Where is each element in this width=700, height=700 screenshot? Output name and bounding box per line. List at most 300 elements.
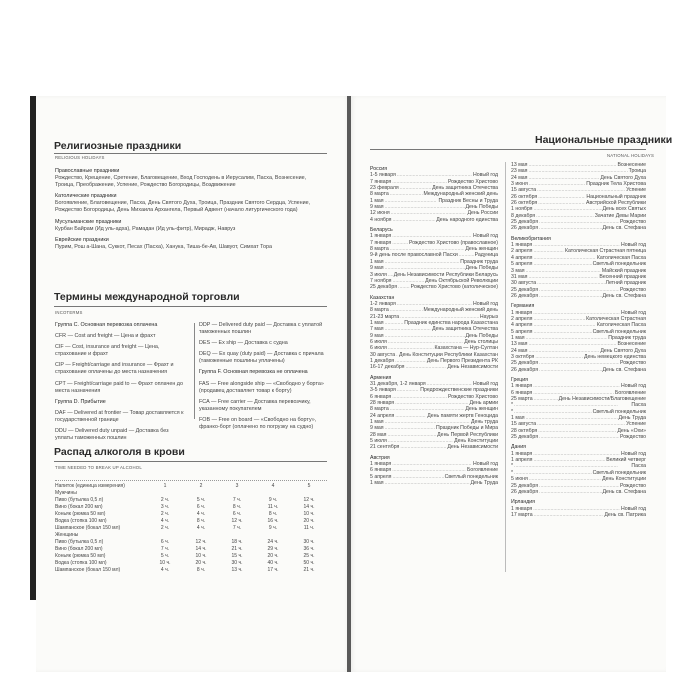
holiday-name: День Независимости [447, 364, 498, 371]
hours-cell: 15 ч. [231, 552, 243, 559]
holiday-name: День всех Святых [602, 206, 646, 213]
holiday-date: 3-5 января [370, 387, 396, 394]
hours-cell: 12 ч. [195, 538, 207, 545]
holiday-date: 26 декабря [511, 488, 538, 495]
holiday-name: Праздник единства народа Казахстана [404, 319, 498, 326]
holiday-row [370, 364, 498, 370]
holiday-name: День России [467, 210, 498, 217]
holiday-name: Светлый понедельник [592, 328, 646, 335]
holiday-name: День памяти жертв Геноцида [427, 412, 498, 419]
holiday-date: 8 декабря [511, 212, 536, 219]
table-header [55, 482, 327, 489]
group-row [55, 531, 327, 538]
holiday-name: День св. Патрика [604, 511, 646, 518]
holiday-date: 1 января [511, 242, 533, 249]
table-row [55, 538, 327, 545]
holiday-row [511, 434, 646, 440]
drink-name: Пиво (бутылка 0,5 л) [55, 538, 104, 545]
leader-dots [539, 225, 602, 231]
holiday-name: Новый год [472, 233, 498, 240]
holiday-name: День «Охи» [617, 427, 646, 434]
religious-list [55, 168, 325, 255]
holiday-name: Праздник труда [608, 334, 646, 341]
holiday-date: 9 мая [370, 265, 384, 272]
holiday-date: 26 декабря [511, 225, 538, 232]
hours-cell: 9 ч. [268, 524, 278, 531]
holiday-name: Вознесение [617, 341, 646, 348]
left-page [36, 96, 350, 672]
holiday-date: 1 мая [370, 480, 384, 487]
holiday-date: 1 апреля [511, 457, 533, 464]
holiday-name: Рождество [620, 482, 646, 489]
hours-cell: 14 ч. [195, 545, 207, 552]
holiday-name: День немецкого единства [583, 353, 646, 360]
holiday-name: День Труда [470, 480, 498, 487]
holiday-date: 24 мая [511, 174, 528, 181]
holiday-date: 23 мая [511, 168, 528, 175]
country-name: Ирландия [511, 499, 535, 506]
holiday-date: 6 июля [370, 345, 387, 352]
holiday-name: День св. Стефана [602, 366, 646, 373]
holiday-date: 12 июня [370, 210, 390, 217]
holiday-name: Рождество Христово [447, 393, 498, 400]
hours-cell: 11 ч. [303, 524, 315, 531]
holiday-name: Рождество Христово (католическое) [410, 284, 498, 291]
holiday-date: 16-17 декабря [370, 364, 405, 371]
holiday-date: 1 мая [370, 197, 384, 204]
column-divider [194, 323, 195, 419]
holiday-name: Праздник Тела Христова [586, 181, 646, 188]
trade-term: DAF — Delivered at frontier — Товар доставляется к государственной границе [55, 409, 184, 423]
holiday-name: Католическая Пасха [596, 322, 646, 329]
holiday-name: Наурыз [479, 313, 498, 320]
trade-subtitle: INCOTERMS [55, 310, 83, 315]
holiday-date: 1 января [511, 505, 533, 512]
drink-name: Пиво (бутылка 0,5 л) [55, 496, 104, 503]
holiday-date: 5 апреля [370, 473, 392, 480]
hours-cell: 20 ч. [195, 559, 207, 566]
holiday-name: День Независимости Республики Беларусь [393, 271, 498, 278]
holiday-date: * [511, 463, 514, 470]
holiday-name: Международный женский день [423, 307, 498, 314]
religion-paragraph [55, 193, 325, 214]
leader-dots [406, 364, 447, 370]
holiday-date: 5 апреля [511, 328, 533, 335]
holiday-date: 25 декабря [511, 286, 538, 293]
hours-cell: 24 ч. [267, 538, 279, 545]
trade-terms-col-2 [199, 322, 327, 435]
hours-cell: 2 ч. [160, 496, 170, 503]
drink-name: Шампанское (бокал 150 мл) [55, 524, 121, 531]
country-name: Беларусь [370, 227, 393, 234]
hours-cell: 7 ч. [160, 545, 170, 552]
holiday-name: Предрождественские праздники [420, 387, 498, 394]
holiday-date: 7 ноября [370, 277, 392, 284]
leader-dots [398, 284, 410, 290]
table-row [55, 517, 327, 524]
holiday-name: Новый год [620, 505, 646, 512]
holiday-name: День Конституции [454, 438, 498, 445]
holiday-date: 26 декабря [511, 366, 538, 373]
hours-cell: 30 ч. [303, 538, 315, 545]
holiday-date: 26 октября [511, 200, 538, 207]
group-label: Мужчины [55, 489, 77, 496]
hours-cell: 2 ч. [160, 524, 170, 531]
alcohol-subtitle: TIME NEEDED TO BREAK UP ALCOHOL [55, 465, 142, 470]
national-title: Национальные праздники [535, 134, 673, 146]
holiday-row [370, 480, 498, 486]
holiday-date: 30 августа [511, 280, 537, 287]
divider [55, 480, 327, 481]
hours-cell: 18 ч. [231, 538, 243, 545]
holiday-date: 6 января [511, 389, 533, 396]
holiday-name: День Победы [465, 204, 498, 211]
holiday-date: 1 мая [370, 319, 384, 326]
holiday-name: День Конституции [602, 476, 646, 483]
religion-holidays: Курбан Байрам (Ид уль-адха), Рамадан (Ид уль-фитр), Мирадж, Навруз [55, 225, 236, 232]
country-name: Греция [511, 377, 528, 383]
religion-heading: Еврейские праздники [55, 236, 109, 243]
hours-cell: 8 ч. [268, 510, 278, 517]
holiday-name: Католическая Страстная пятница [565, 248, 646, 255]
holiday-date: 15 августа [511, 421, 537, 428]
holiday-name: Рождество [620, 360, 646, 367]
trade-term: CIF — Cost, insurance and freight — Цена, страхование и фрахт [55, 344, 160, 358]
hours-cell: 1 [163, 482, 167, 489]
hours-cell: 12 ч. [303, 496, 315, 503]
holiday-name: Богоявление [615, 389, 646, 396]
religion-heading: Мусульманские праздники [55, 218, 122, 225]
holiday-name: День св. Стефана [602, 292, 646, 299]
holiday-date: 2 апреля [511, 315, 533, 322]
holiday-name: Троица [628, 168, 646, 175]
holiday-name: Светлый понедельник [444, 473, 498, 480]
holiday-name: День Победы [465, 332, 498, 339]
holiday-date: 2 апреля [511, 248, 533, 255]
trade-term: Группа C. Основная перевозка оплачена [55, 322, 158, 328]
holiday-row [511, 367, 646, 373]
leader-dots [393, 217, 436, 223]
hours-cell: 40 ч. [267, 559, 279, 566]
right-page [350, 96, 673, 672]
holiday-date: 3 мая [511, 267, 525, 274]
holiday-name: День Первого Президента РК [426, 357, 498, 364]
holiday-name: День Конституции Республики Казахстан [398, 351, 498, 358]
trade-term: CIP — Freight/carriage and insurance — Фрахт и страхование оплачены до места назначения [55, 362, 174, 376]
holiday-name: Богоявление [467, 467, 498, 474]
holiday-name: День Победы [465, 265, 498, 272]
hours-cell: 14 ч. [303, 503, 315, 510]
hours-cell: 7 ч. [232, 496, 242, 503]
leader-dots [539, 367, 602, 373]
holiday-name: Новый год [472, 172, 498, 179]
alcohol-title: Распад алкоголя в крови [54, 446, 185, 458]
drink-name: Водка (стопка 100 мл) [55, 559, 107, 566]
holiday-name: День Независимости/Благовещение [558, 396, 646, 403]
religious-subtitle: RELIGIOUS HOLIDAYS [55, 155, 105, 160]
holiday-name: Новый год [620, 450, 646, 457]
hours-cell: 13 ч. [231, 566, 243, 573]
hours-cell: 20 ч. [303, 517, 315, 524]
holiday-date: 26 декабря [511, 292, 538, 299]
holiday-date: 25 декабря [511, 434, 538, 441]
holiday-date: 1 января [511, 309, 533, 316]
drink-name: Водка (стопка 100 мл) [55, 517, 107, 524]
holiday-name: Католическая Страстная [586, 315, 646, 322]
religious-title: Религиозные праздники [54, 140, 182, 152]
hours-cell: 29 ч. [267, 545, 279, 552]
book-spine [347, 96, 351, 672]
religion-holidays: Пурим, Рош а-Шана, Суккот, Песах (Пасха), Ханука, Тиша-бе-Ав, Шавуот, Симхат Тора [55, 243, 272, 250]
holiday-date: 26 октября [511, 193, 538, 200]
hours-cell: 10 ч. [303, 510, 315, 517]
holiday-name: Австрийской Республики [586, 200, 646, 207]
holiday-date: 23 февраля [370, 185, 399, 192]
hours-cell: 6 ч. [196, 503, 206, 510]
column-divider [505, 162, 506, 572]
holiday-name: День армии [469, 400, 498, 407]
hours-cell: 4 [271, 482, 275, 489]
hours-cell: 21 ч. [231, 545, 243, 552]
holiday-row [370, 444, 498, 450]
table-row [55, 545, 327, 552]
holiday-name: Праздник Победы и Мира [435, 425, 498, 432]
holiday-date: 1 мая [370, 419, 384, 426]
country-name: Казахстан [370, 294, 395, 301]
trade-term: CFR — Cost and freight — Цена и фрахт [55, 333, 156, 340]
trade-term: FOB — Free on board — «Свободно на борту», франко-борт (оплачено по погрузку на судно) [199, 416, 317, 431]
holiday-date: * [511, 402, 514, 409]
holiday-name: День женщин [465, 406, 498, 413]
trade-term: Группа F. Основная перевозка не оплачена [199, 369, 308, 376]
religion-paragraph [55, 168, 325, 189]
holiday-name: Весенний праздник [599, 273, 646, 280]
country-name: Германия [511, 303, 535, 310]
holiday-name: Национальный праздник [586, 193, 646, 200]
trade-term: Группа D. Прибытие [55, 398, 106, 405]
holiday-date: 1 января [370, 233, 392, 240]
holiday-name: День столицы [464, 338, 498, 345]
hours-cell: 10 ч. [195, 552, 207, 559]
holiday-name: День Независимости [447, 444, 498, 451]
holiday-date: 1 декабря [370, 357, 395, 364]
holiday-row [511, 489, 646, 495]
leader-dots [539, 489, 602, 495]
holiday-name: Радуница [474, 252, 498, 259]
holiday-date: 24 мая [511, 347, 528, 354]
holiday-name: Новый год [472, 461, 498, 468]
holiday-row [511, 512, 646, 518]
country-name: Дания [511, 444, 526, 451]
holiday-date: 1 мая [511, 415, 525, 422]
holiday-date: 25 декабря [511, 219, 538, 226]
holiday-name: Успение [626, 187, 646, 194]
holiday-name: Рождество Христово (православное) [408, 239, 498, 246]
holiday-name: День Святого Духа [600, 347, 646, 354]
holiday-date: 1 ноября [511, 206, 533, 213]
trade-term: FAS — Free alongside ship — «Свободно у борта» (продавец доставляет товар к борту) [199, 380, 324, 394]
table-row [55, 566, 327, 573]
holiday-date: 24 апреля [370, 412, 395, 419]
national-col-2 [511, 162, 646, 518]
holiday-date: 1-2 января [370, 300, 396, 307]
holiday-name: Пасха [631, 402, 646, 409]
holiday-date: 13 мая [511, 341, 528, 348]
national-col-1 [370, 162, 498, 487]
country-name: Великобритания [511, 235, 551, 242]
table-row [55, 510, 327, 517]
hours-cell: 21 ч. [303, 566, 315, 573]
hours-cell: 6 ч. [232, 510, 242, 517]
drink-name: Коньяк (рюмка 50 мл) [55, 510, 106, 517]
holiday-date: 4 апреля [511, 254, 533, 261]
holiday-row [511, 293, 646, 299]
hours-cell: 4 ч. [196, 510, 206, 517]
hours-cell: 2 ч. [160, 510, 170, 517]
drink-name: Коньяк (рюмка 50 мл) [55, 552, 106, 559]
holiday-name: День св. Стефана [602, 488, 646, 495]
holiday-date: 25 марта [511, 396, 533, 403]
holiday-date: 1 января [511, 450, 533, 457]
hours-cell: 7 ч. [232, 524, 242, 531]
holiday-date: 21-23 марта [370, 313, 400, 320]
holiday-date: 9 мая [370, 425, 384, 432]
holiday-date: 6 января [370, 393, 392, 400]
hours-cell: 5 ч. [160, 552, 170, 559]
holiday-date: 1 мая [370, 258, 384, 265]
holiday-name: Вознесение [617, 162, 646, 168]
alcohol-table [55, 482, 327, 573]
holiday-date: 13 мая [511, 162, 528, 168]
hours-cell: 5 [307, 482, 311, 489]
religion-holidays: Рождество, Крещение, Сретение, Благовещение, Вход Господень в Иерусалим, Пасха, Вознесение, Троица, Преображение, Успение, Рождество Богородицы, Воздвижение [55, 175, 307, 189]
holiday-name: Летний праздник [605, 280, 646, 287]
hours-cell: 5 ч. [196, 496, 206, 503]
holiday-name: Казахстана — Нур-Султан [434, 345, 498, 352]
drink-name: Шампанское (бокал 150 мл) [55, 566, 121, 573]
holiday-date: 3 июня [511, 181, 528, 188]
hours-cell: 20 ч. [267, 552, 279, 559]
holiday-name: Светлый понедельник [592, 261, 646, 268]
holiday-date: 8 марта [370, 246, 389, 253]
country-name: Россия [370, 166, 388, 172]
holiday-name: Светлый понедельник [592, 469, 646, 476]
holiday-name: Католическая Пасха [596, 254, 646, 261]
hours-cell: 50 ч. [303, 559, 315, 566]
hours-cell: 3 ч. [160, 503, 170, 510]
holiday-name: Праздник Весны и Труда [438, 197, 498, 204]
holiday-date: 9 мая [370, 204, 384, 211]
holiday-date: 5 апреля [511, 261, 533, 268]
holiday-name: Зачатие Девы Марии [594, 212, 646, 219]
holiday-date: 25 декабря [370, 284, 397, 291]
holiday-name: Светлый понедельник [592, 408, 646, 415]
holiday-date: 21 сентября [370, 444, 400, 451]
holiday-name: Рождество [620, 286, 646, 293]
holiday-name: Рождество [620, 434, 646, 441]
holiday-name: Великий четверг [606, 457, 646, 464]
holiday-name: День Первой Республики [437, 431, 498, 438]
holiday-name: Пасха [631, 463, 646, 470]
divider [54, 306, 327, 307]
hours-cell: 6 ч. [160, 538, 170, 545]
holiday-date: 3 октября [511, 353, 535, 360]
hours-cell: 30 ч. [231, 559, 243, 566]
religion-heading: Православные праздники [55, 168, 120, 174]
holiday-date: 28 января [370, 400, 395, 407]
holiday-date: 30 августа [370, 351, 396, 358]
hours-cell: 11 ч. [267, 503, 279, 510]
holiday-name: День Святого Духа [600, 174, 646, 181]
holiday-row [370, 217, 498, 223]
divider [370, 149, 646, 150]
table-row [55, 496, 327, 503]
holiday-name: День народного единства [436, 216, 498, 223]
holiday-date: 9-й день после православной Пасхи [370, 252, 458, 259]
leader-dots [400, 444, 446, 450]
holiday-date: 5 июля [370, 438, 387, 445]
holiday-date: 1 мая [511, 334, 525, 341]
holiday-name: День Октябрьской Революции [425, 277, 498, 284]
religion-paragraph [55, 237, 325, 251]
trade-term: DEQ — Ex quay (duty paid) — Доставка с причала (таможенные пошлины уплачены) [199, 351, 324, 365]
holiday-name: Новый год [620, 242, 646, 249]
hours-cell: 8 ч. [196, 566, 206, 573]
hours-cell: 16 ч. [267, 517, 279, 524]
religion-paragraph [55, 219, 325, 233]
drink-name: Вино (бокал 200 мл) [55, 503, 103, 510]
holiday-date: * [511, 469, 514, 476]
hours-cell: 25 ч. [303, 552, 315, 559]
trade-term: DDP — Delivered duty paid — Доставка с уплатой таможенных пошлин [199, 322, 323, 336]
religion-holidays: Богоявление, Благовещение, Пасха, День Святого Духа, Троица, Праздник Святого Сердца, Успение, Рождество Богородицы, День Михаила Архангела, Первый Адвент (начало литургического года) [55, 200, 311, 214]
national-subtitle: NATIONAL HOLIDAYS [607, 153, 655, 158]
holiday-name: Праздник труда [460, 258, 498, 265]
leader-dots [385, 480, 470, 486]
holiday-name: Рождество Христово [447, 178, 498, 185]
holiday-name: Майский праздник [601, 267, 646, 274]
holiday-name: Рождество [620, 219, 646, 226]
holiday-row [370, 284, 498, 290]
holiday-name: Новый год [620, 383, 646, 390]
leader-dots [534, 512, 604, 518]
hours-cell: 4 ч. [160, 517, 170, 524]
table-row [55, 503, 327, 510]
holiday-name: Новый год [472, 381, 498, 387]
trade-title: Термины международной торговли [54, 291, 240, 303]
holiday-date: 1 января [511, 383, 533, 390]
holiday-date: 4 ноября [370, 216, 392, 223]
holiday-name: День женщин [465, 246, 498, 253]
holiday-name: Новый год [472, 300, 498, 307]
holiday-date: 8 марта [370, 406, 389, 413]
table-row [55, 559, 327, 566]
holiday-name: День защитника Отечества [432, 326, 498, 333]
hours-cell: 4 ч. [196, 524, 206, 531]
holiday-name: Международный женский день [423, 191, 498, 198]
holiday-date: 8 марта [370, 307, 389, 314]
divider [54, 461, 327, 462]
holiday-name: День труда [471, 419, 498, 426]
holiday-date: 31 декабря, 1-2 января [370, 381, 426, 387]
holiday-date: 28 октября [511, 427, 538, 434]
trade-term: DDU — Delivered duty unpaid — Доставка без уплаты таможенных пошлин [55, 428, 169, 442]
holiday-name: День Труда [618, 415, 646, 422]
holiday-date: 31 мая [511, 273, 528, 280]
holiday-date: 5 июня [511, 476, 528, 483]
holiday-name: Успение [626, 421, 646, 428]
holiday-date: 7 января [370, 178, 392, 185]
